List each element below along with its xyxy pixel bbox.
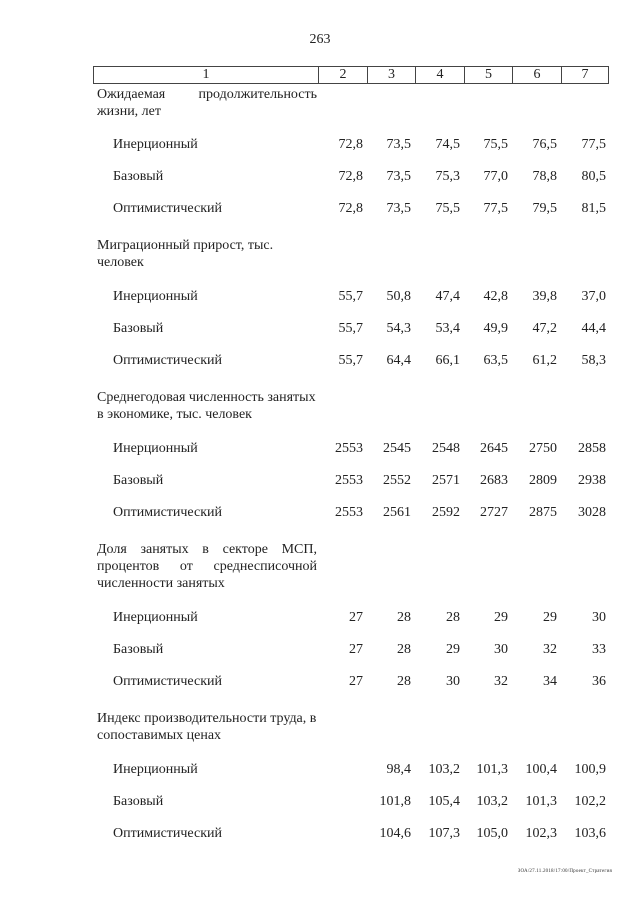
value-cell: 66,1: [435, 353, 460, 368]
value-cell: 2683: [480, 473, 508, 488]
value-cell: 107,3: [428, 826, 460, 841]
value-cell: 102,3: [525, 826, 557, 841]
variant-label: Оптимистический: [113, 826, 222, 841]
value-cell: 79,5: [532, 201, 557, 216]
value-cell: 75,3: [435, 169, 460, 184]
value-cell: 75,5: [435, 201, 460, 216]
value-cell: 73,5: [386, 137, 411, 152]
table-row: [93, 281, 609, 313]
column-header-6: 6: [512, 67, 561, 83]
table-row: [93, 497, 609, 529]
value-cell: 34: [543, 674, 557, 689]
value-cell: 81,5: [581, 201, 606, 216]
table-row: [93, 345, 609, 377]
column-header-3: 3: [367, 67, 415, 83]
indicator-title: Доля занятых в секторе МСП, процентов от среднесписочной численности занятых: [97, 542, 317, 591]
value-cell: 47,2: [532, 321, 557, 336]
value-cell: 2645: [480, 441, 508, 456]
indicator-row: [93, 389, 609, 423]
value-cell: 72,8: [338, 201, 363, 216]
value-cell: 29: [446, 642, 460, 657]
table-row: [93, 634, 609, 666]
variant-label: Оптимистический: [113, 353, 222, 368]
value-cell: 77,5: [483, 201, 508, 216]
table-row: [93, 465, 609, 497]
value-cell: 75,5: [483, 137, 508, 152]
variant-label: Оптимистический: [113, 674, 222, 689]
value-cell: 33: [592, 642, 606, 657]
value-cell: 27: [349, 642, 363, 657]
value-cell: 28: [397, 642, 411, 657]
variant-label: Оптимистический: [113, 201, 222, 216]
value-cell: 61,2: [532, 353, 557, 368]
column-header-4: 4: [415, 67, 464, 83]
variant-label: Инерционный: [113, 137, 198, 152]
value-cell: 2938: [578, 473, 606, 488]
value-cell: 2875: [529, 505, 557, 520]
value-cell: 98,4: [386, 762, 411, 777]
value-cell: 2561: [383, 505, 411, 520]
value-cell: 3028: [578, 505, 606, 520]
value-cell: 103,6: [574, 826, 606, 841]
value-cell: 2750: [529, 441, 557, 456]
variant-label: Оптимистический: [113, 505, 222, 520]
value-cell: 55,7: [338, 321, 363, 336]
value-cell: 101,3: [525, 794, 557, 809]
value-cell: 27: [349, 610, 363, 625]
value-cell: 39,8: [532, 289, 557, 304]
table-row: [93, 602, 609, 634]
table-row: [93, 433, 609, 465]
value-cell: 2592: [432, 505, 460, 520]
page-number: 263: [309, 32, 331, 47]
value-cell: 2545: [383, 441, 411, 456]
value-cell: 78,8: [532, 169, 557, 184]
value-cell: 2553: [335, 441, 363, 456]
table-row: [93, 754, 609, 786]
indicator-title: Миграционный прирост, тыс. человек: [97, 238, 274, 270]
value-cell: 36: [592, 674, 606, 689]
value-cell: 28: [446, 610, 460, 625]
value-cell: 32: [543, 642, 557, 657]
value-cell: 50,8: [386, 289, 411, 304]
value-cell: 64,4: [386, 353, 411, 368]
value-cell: 42,8: [483, 289, 508, 304]
value-cell: 72,8: [338, 169, 363, 184]
variant-label: Инерционный: [113, 762, 198, 777]
value-cell: 2553: [335, 505, 363, 520]
value-cell: 101,3: [476, 762, 508, 777]
variant-label: Инерционный: [113, 610, 198, 625]
value-cell: 104,6: [379, 826, 411, 841]
value-cell: 2571: [432, 473, 460, 488]
table-row: [93, 666, 609, 698]
variant-label: Базовый: [113, 794, 164, 809]
table-row: [93, 193, 609, 225]
variant-label: Базовый: [113, 642, 164, 657]
table-body: [93, 82, 609, 850]
value-cell: 76,5: [532, 137, 557, 152]
value-cell: 30: [592, 610, 606, 625]
value-cell: 101,8: [379, 794, 411, 809]
value-cell: 2727: [480, 505, 508, 520]
table-row: [93, 786, 609, 818]
variant-label: Базовый: [113, 169, 164, 184]
value-cell: 105,0: [476, 826, 508, 841]
column-header-7: 7: [561, 67, 608, 83]
table-row: [93, 161, 609, 193]
value-cell: 29: [494, 610, 508, 625]
value-cell: 80,5: [581, 169, 606, 184]
value-cell: 44,4: [581, 321, 606, 336]
value-cell: 73,5: [386, 201, 411, 216]
value-cell: 58,3: [581, 353, 606, 368]
value-cell: 2858: [578, 441, 606, 456]
value-cell: 2553: [335, 473, 363, 488]
column-header-5: 5: [464, 67, 512, 83]
value-cell: 37,0: [581, 289, 606, 304]
value-cell: 72,8: [338, 137, 363, 152]
value-cell: 103,2: [428, 762, 460, 777]
value-cell: 73,5: [386, 169, 411, 184]
value-cell: 28: [397, 674, 411, 689]
value-cell: 55,7: [338, 353, 363, 368]
value-cell: 29: [543, 610, 557, 625]
value-cell: 28: [397, 610, 411, 625]
table-row: [93, 818, 609, 850]
value-cell: 32: [494, 674, 508, 689]
column-header-1: 1: [202, 67, 210, 82]
value-cell: 30: [494, 642, 508, 657]
variant-label: Инерционный: [113, 289, 198, 304]
value-cell: 102,2: [574, 794, 606, 809]
variant-label: Инерционный: [113, 441, 198, 456]
value-cell: 100,9: [574, 762, 606, 777]
value-cell: 49,9: [483, 321, 508, 336]
value-cell: 100,4: [525, 762, 557, 777]
variant-label: Базовый: [113, 473, 164, 488]
document-footer: ЗОА/27.11.2018/17:00/Проект_Стратегия: [517, 869, 612, 874]
column-header-2: 2: [318, 67, 367, 83]
indicator-row: [93, 86, 609, 120]
value-cell: 103,2: [476, 794, 508, 809]
value-cell: 2548: [432, 441, 460, 456]
value-cell: 2552: [383, 473, 411, 488]
indicator-title: Среднегодовая численность занятых в экономике, тыс. человек: [97, 390, 316, 422]
value-cell: 74,5: [435, 137, 460, 152]
value-cell: 47,4: [435, 289, 460, 304]
indicator-row: [93, 710, 609, 744]
value-cell: 53,4: [435, 321, 460, 336]
value-cell: 105,4: [428, 794, 460, 809]
indicator-title: Ожидаемая продолжительность жизни, лет: [97, 87, 317, 119]
indicator-row: [93, 237, 609, 271]
indicator-title: Индекс производительности труда, в сопоставимых ценах: [97, 711, 317, 743]
variant-label: Базовый: [113, 321, 164, 336]
value-cell: 27: [349, 674, 363, 689]
table-row: [93, 129, 609, 161]
value-cell: 63,5: [483, 353, 508, 368]
value-cell: 2809: [529, 473, 557, 488]
value-cell: 55,7: [338, 289, 363, 304]
value-cell: 77,0: [483, 169, 508, 184]
indicator-row: [93, 541, 609, 592]
value-cell: 30: [446, 674, 460, 689]
table-row: [93, 313, 609, 345]
value-cell: 77,5: [581, 137, 606, 152]
value-cell: 54,3: [386, 321, 411, 336]
